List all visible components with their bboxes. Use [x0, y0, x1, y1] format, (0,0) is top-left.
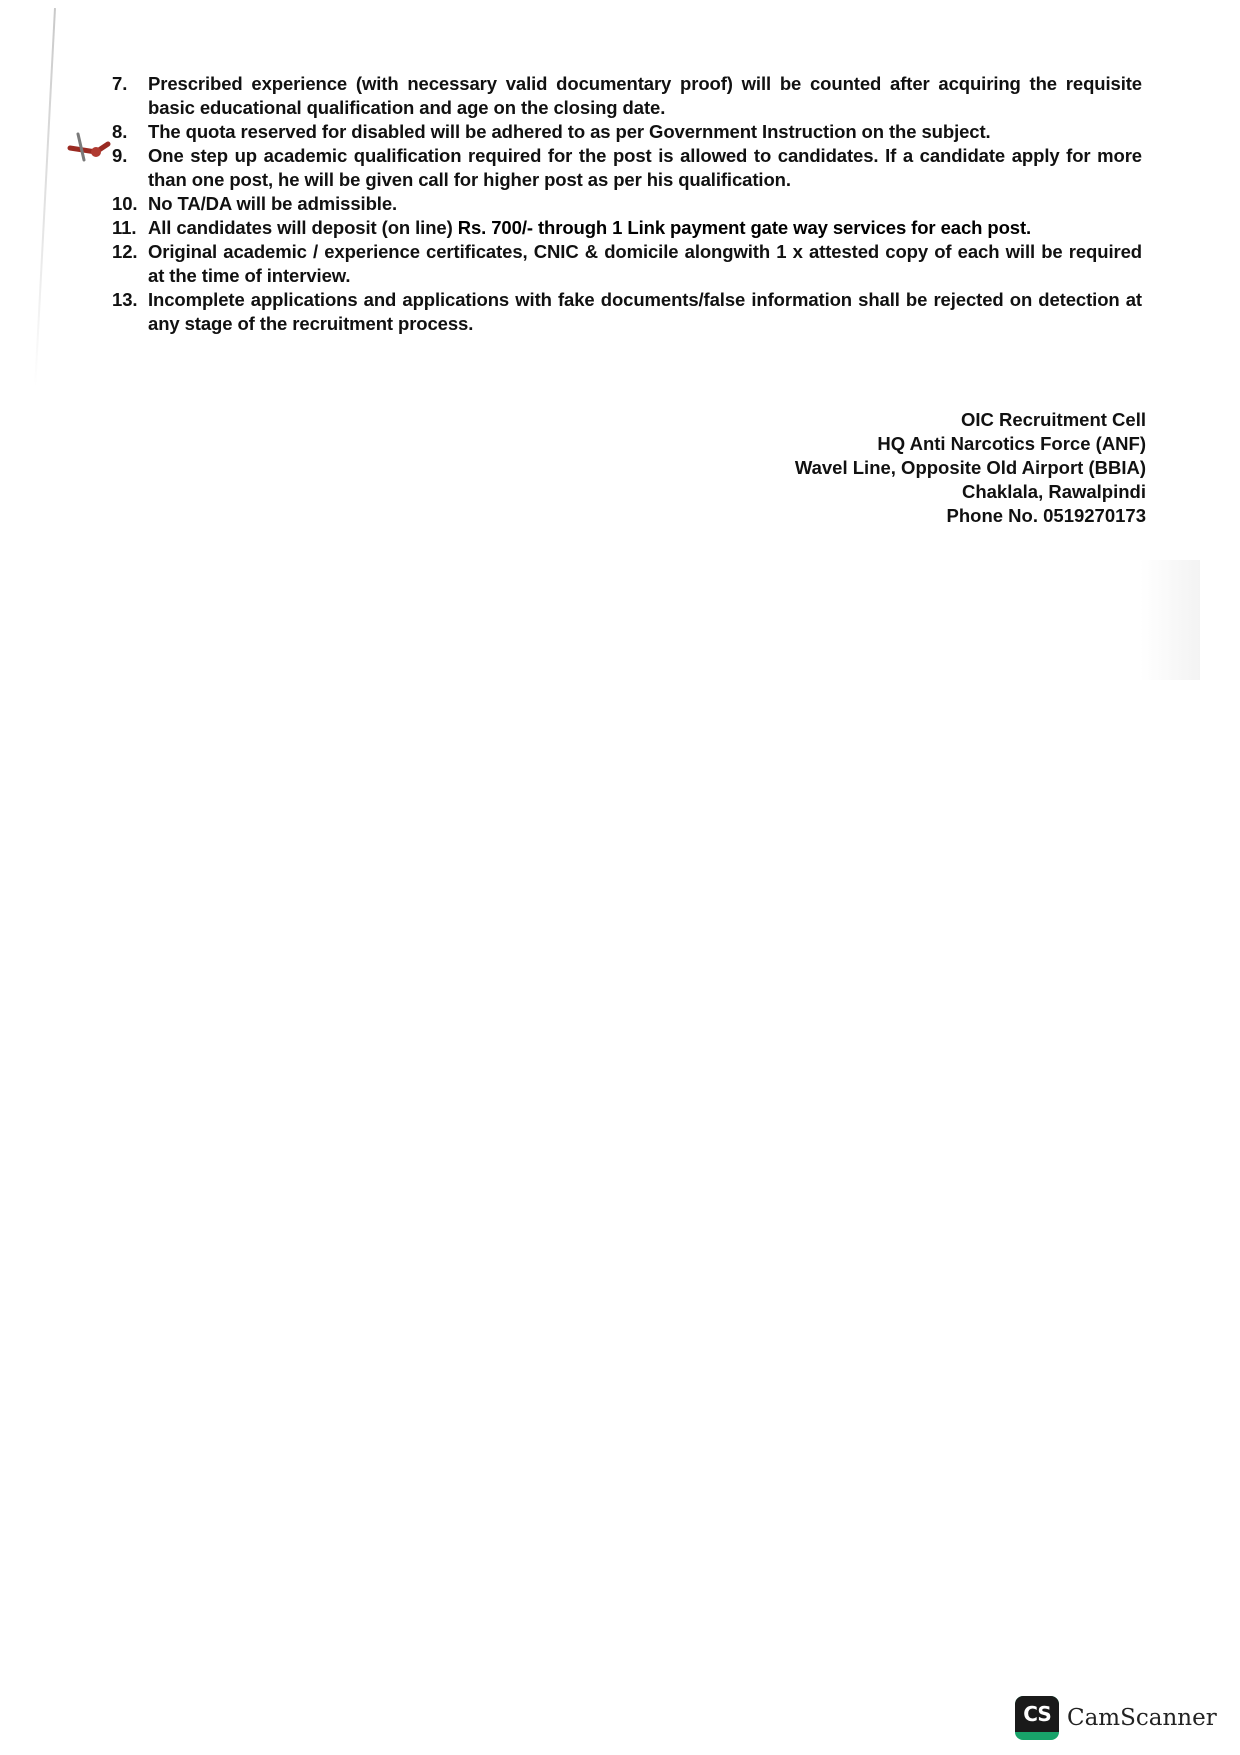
instruction-item-11 [112, 216, 1142, 240]
signature-city: Chaklala, Rawalpindi [961, 481, 1146, 502]
item-number: 10. [112, 193, 138, 214]
instruction-item-7 [112, 72, 1142, 120]
item-text: Prescribed experience (with necessary valid documentary proof) will be counted after acquiring the requisite basic educational qualification and age on the closing date. [148, 73, 1142, 118]
scan-shadow [1140, 560, 1200, 680]
camscanner-name: CamScanner [1067, 1705, 1217, 1731]
item-number: 11. [112, 217, 137, 238]
instructions-list [112, 72, 1142, 336]
instruction-item-8 [112, 120, 1142, 144]
item-number: 12. [112, 241, 138, 262]
item-text: Incomplete applications and applications with fake documents/false information shall be rejected on detection at any stage of the recruitment process. [148, 289, 1142, 334]
signature-block [795, 408, 1146, 528]
item-text: The quota reserved for disabled will be adhered to as per Government Instruction on the subject. [148, 121, 991, 142]
signature-phone: Phone No. 0519270173 [946, 505, 1146, 526]
instruction-item-10 [112, 192, 1142, 216]
instruction-item-13 [112, 288, 1142, 336]
scan-edge-shadow [34, 8, 56, 388]
signature-address-line: Wavel Line, Opposite Old Airport (BBIA) [794, 457, 1146, 478]
item-text: Original academic / experience certificates, CNIC & domicile alongwith 1 x attested copy of each will be required at the time of interview. [148, 241, 1142, 286]
item-number: 9. [112, 145, 128, 166]
camscanner-logo-text: CS [1015, 1696, 1059, 1732]
signature-organization: HQ Anti Narcotics Force (ANF) [877, 433, 1146, 454]
instruction-item-12 [112, 240, 1142, 288]
paper-clip-mark-icon [66, 130, 112, 174]
item-text: No TA/DA will be admissible. [148, 193, 398, 214]
item-number: 7. [112, 73, 128, 94]
camscanner-logo-icon [1015, 1696, 1059, 1740]
item-text-plain: All candidates will deposit (on line) [148, 217, 458, 238]
item-text [148, 216, 1142, 240]
instruction-item-9 [112, 144, 1142, 192]
fee-emphasis: Rs. 700/- through 1 Link payment gate way services for each post. [457, 217, 1032, 238]
item-number: 8. [112, 121, 128, 142]
item-number: 13. [112, 289, 138, 310]
signature-title: OIC Recruitment Cell [960, 409, 1146, 430]
camscanner-watermark [1015, 1695, 1217, 1741]
item-text: One step up academic qualification required for the post is allowed to candidates. If a candidate apply for more than one post, he will be given call for higher post as per his qualification. [148, 145, 1142, 190]
